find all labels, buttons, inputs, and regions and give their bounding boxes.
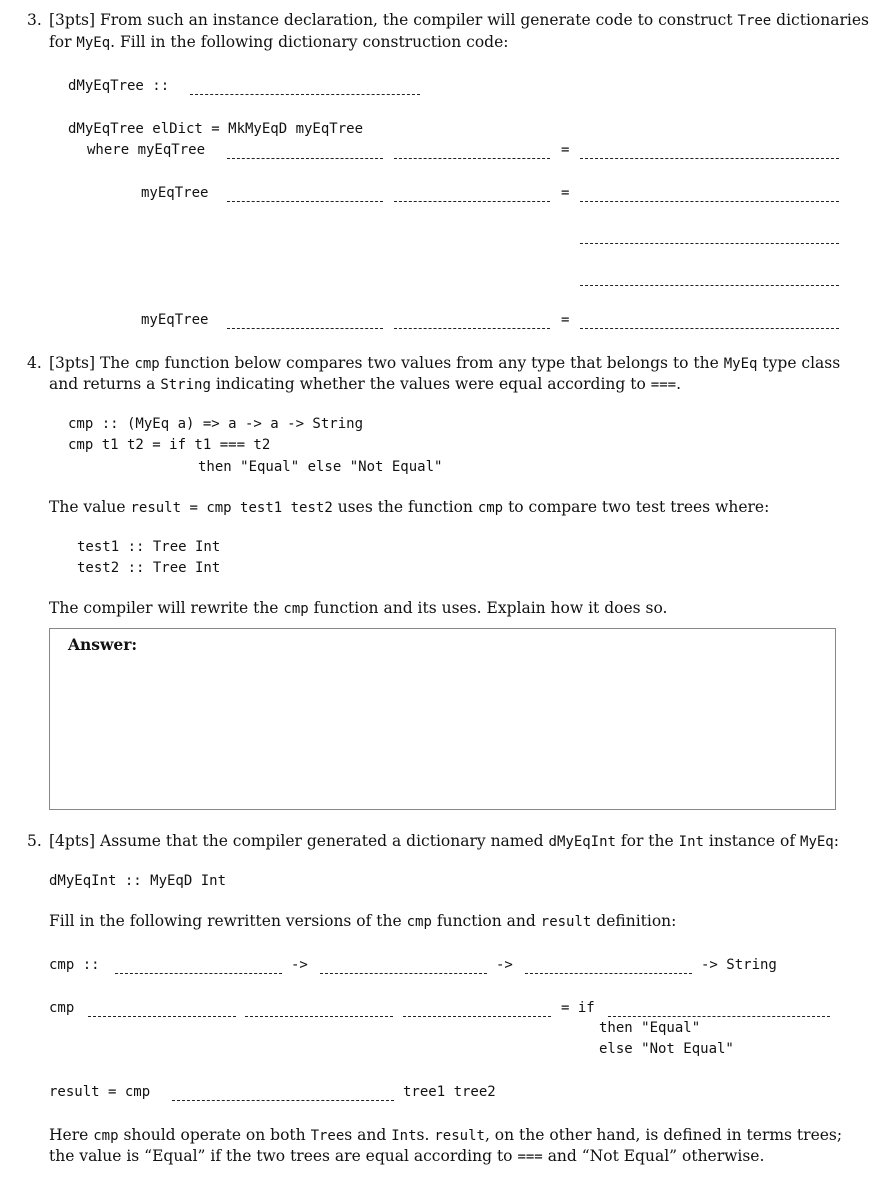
q3-sig-blank[interactable]	[190, 80, 420, 95]
q5-footer-line2: the value is “Equal” if the two trees are equal according to === and “Not Equal” otherwise.	[49, 1147, 765, 1165]
q3-def-line: dMyEqTree elDict = MkMyEqD myEqTree	[68, 121, 364, 137]
q5-sig-arrow-2: ->	[496, 957, 513, 973]
q3-row3-eq: =	[561, 312, 570, 328]
q4-answer-box[interactable]	[49, 628, 836, 810]
q5-sig-end: -> String	[701, 957, 777, 973]
q3-row2-label: myEqTree	[141, 185, 209, 201]
q4-text-line2: and returns a String indicating whether the values were equal according to ===.	[49, 375, 681, 393]
q3-row1-blank-c[interactable]	[580, 144, 839, 159]
q4-code-line2: cmp t1 t2 = if t1 === t2	[68, 437, 271, 453]
q3-row3-blank-b[interactable]	[394, 314, 550, 329]
q3-row2-eq: =	[561, 185, 570, 201]
q5-then-line: then "Equal"	[599, 1020, 701, 1036]
q3-row1-blank-a[interactable]	[227, 144, 383, 159]
q3-sig-label: dMyEqTree ::	[68, 78, 170, 94]
q3-row2-blank-c[interactable]	[580, 187, 839, 202]
q5-sig-blank-2[interactable]	[320, 959, 487, 974]
q3-row1-blank-b[interactable]	[394, 144, 550, 159]
q4-test2-decl: test2 :: Tree Int	[77, 560, 221, 576]
q3-row3-blank-a[interactable]	[227, 314, 383, 329]
q4-answer-label: Answer:	[68, 635, 138, 654]
q3-row2-blank-e[interactable]	[580, 271, 839, 286]
q4-text-line1: [3pts] The cmp function below compares two values from any type that belongs to the MyEq type class	[49, 354, 841, 372]
q5-cmp-eq-if: = if	[561, 1000, 595, 1016]
q3-row2-blank-a[interactable]	[227, 187, 383, 202]
q5-result-end: tree1 tree2	[403, 1084, 496, 1100]
q5-text-line1: [4pts] Assume that the compiler generated a dictionary named dMyEqInt for the Int instance of MyEq:	[49, 832, 839, 850]
q5-paragraph2: Fill in the following rewritten versions of the cmp function and result definition:	[49, 912, 677, 930]
q3-row2-blank-d[interactable]	[580, 229, 839, 244]
q5-sig-start: cmp ::	[49, 957, 100, 973]
q5-dict-decl: dMyEqInt :: MyEqD Int	[49, 873, 227, 889]
q3-text-line1: [3pts] From such an instance declaration, the compiler will generate code to construct Tree dictionaries	[49, 11, 869, 29]
q4-number: 4.	[27, 354, 42, 372]
q4-code-line1: cmp :: (MyEq a) => a -> a -> String	[68, 416, 364, 432]
q3-where-line: where myEqTree	[87, 142, 206, 158]
q5-else-line: else "Not Equal"	[599, 1041, 734, 1057]
q3-number: 3.	[27, 11, 42, 29]
q5-cmp-label: cmp	[49, 1000, 75, 1016]
q3-row2-blank-b[interactable]	[394, 187, 550, 202]
q3-text-line2: for MyEq. Fill in the following dictionary construction code:	[49, 33, 509, 51]
q3-row3-blank-c[interactable]	[580, 314, 839, 329]
q5-cmp-blank-4[interactable]	[608, 1002, 830, 1017]
q4-code-line3: then "Equal" else "Not Equal"	[198, 459, 443, 475]
q4-paragraph2: The value result = cmp test1 test2 uses the function cmp to compare two test trees where:	[49, 498, 770, 516]
q5-footer-line1: Here cmp should operate on both Trees and Ints. result, on the other hand, is defined in terms trees;	[49, 1126, 843, 1144]
q5-result-start: result = cmp	[49, 1084, 151, 1100]
q5-number: 5.	[27, 832, 42, 850]
q3-row1-eq: =	[561, 142, 570, 158]
q5-cmp-blank-2[interactable]	[245, 1002, 393, 1017]
q3-row3-label: myEqTree	[141, 312, 209, 328]
q4-test1-decl: test1 :: Tree Int	[77, 539, 221, 555]
q5-sig-blank-1[interactable]	[115, 959, 282, 974]
q5-sig-blank-3[interactable]	[525, 959, 692, 974]
q5-cmp-blank-1[interactable]	[88, 1002, 236, 1017]
q5-result-blank[interactable]	[172, 1086, 394, 1101]
q4-paragraph3: The compiler will rewrite the cmp function and its uses. Explain how it does so.	[49, 599, 668, 617]
q5-cmp-blank-3[interactable]	[403, 1002, 551, 1017]
q5-sig-arrow-1: ->	[291, 957, 308, 973]
